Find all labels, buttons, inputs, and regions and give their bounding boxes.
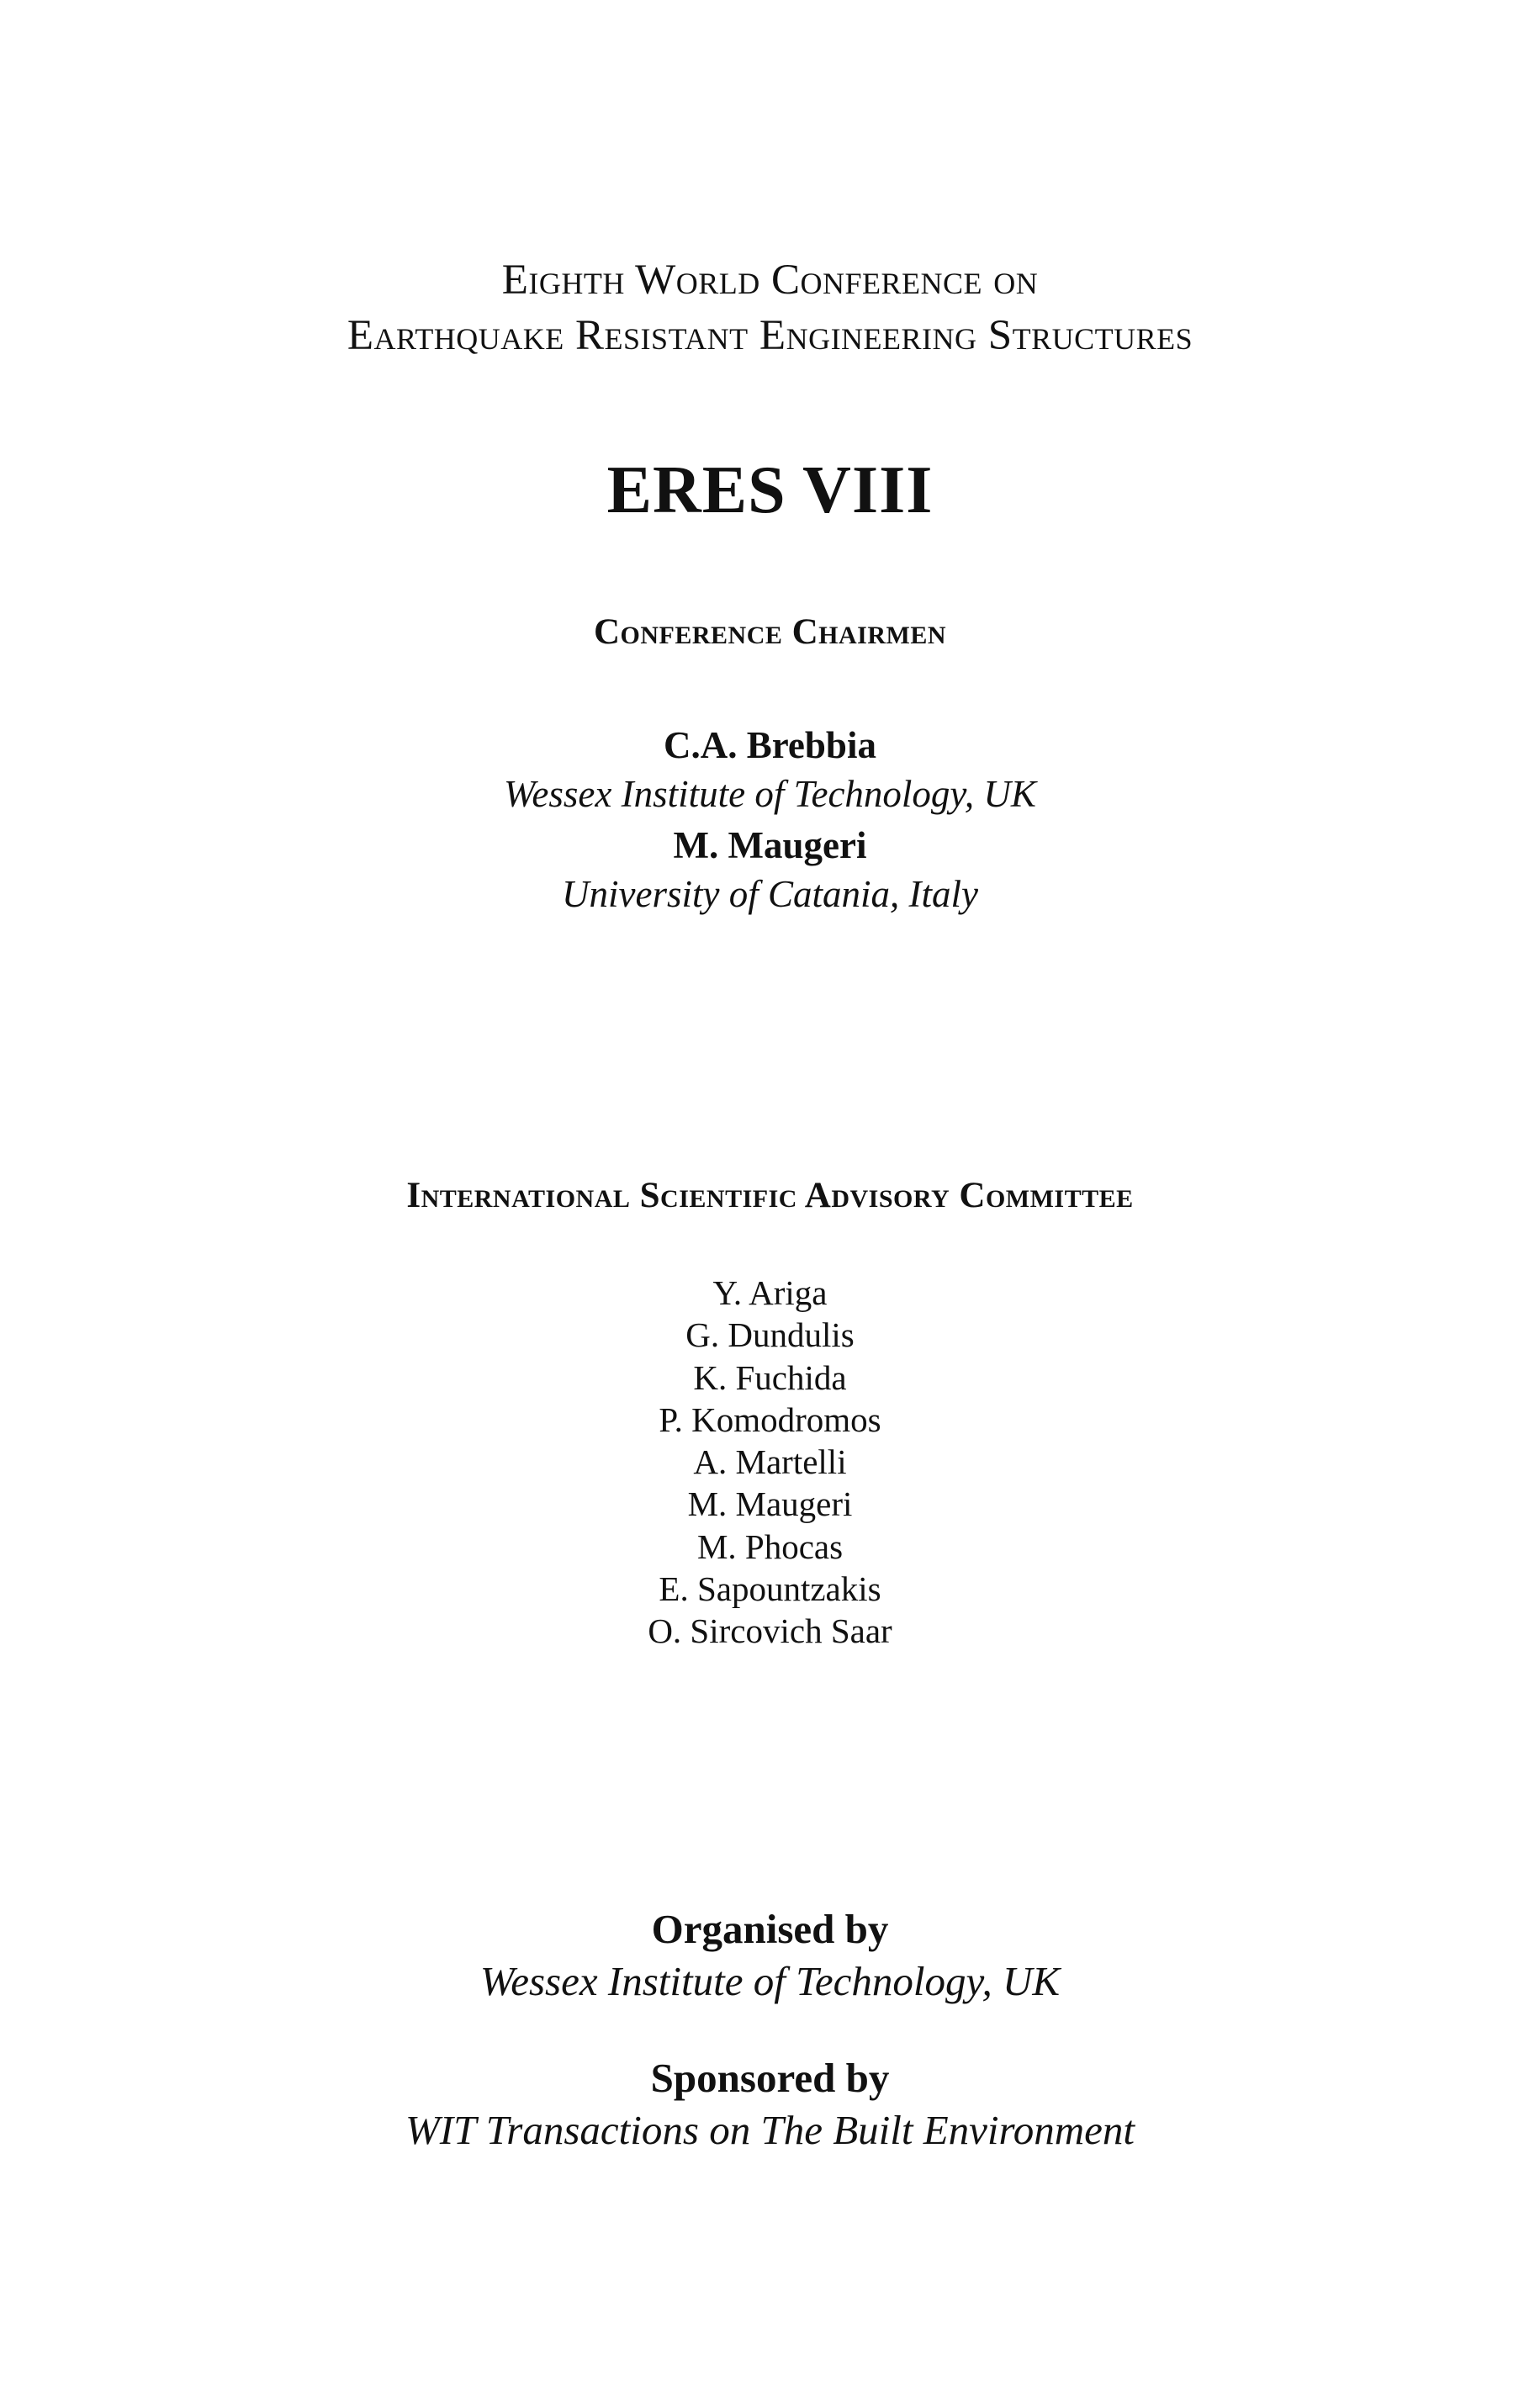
sponsored-by-label: Sponsored by bbox=[650, 2055, 890, 2101]
conference-title bbox=[0, 252, 1540, 363]
committee-member: Y. Ariga bbox=[712, 1273, 828, 1312]
committee-member: K. Fuchida bbox=[693, 1357, 847, 1397]
chairman-affiliation: Wessex Institute of Technology, UK bbox=[504, 773, 1036, 815]
organised-by-section bbox=[0, 1903, 1540, 2008]
conference-title-line-2: Earthquake Resistant Engineering Structures bbox=[347, 312, 1193, 359]
committee-member: E. Sapountzakis bbox=[659, 1569, 881, 1609]
committee-member: G. Dundulis bbox=[685, 1315, 855, 1355]
committee-member: A. Martelli bbox=[693, 1442, 847, 1482]
organised-by-label: Organised by bbox=[651, 1906, 889, 1952]
chairman-name: C.A. Brebbia bbox=[664, 724, 876, 766]
committee-member: P. Komodromos bbox=[659, 1400, 881, 1439]
conference-title-line-1: Eighth World Conference on bbox=[501, 257, 1039, 304]
organiser-name: Wessex Institute of Technology, UK bbox=[479, 1958, 1061, 2004]
chairmen-heading: Conference Chairmen bbox=[593, 612, 947, 652]
chairman-affiliation: University of Catania, Italy bbox=[562, 873, 978, 915]
chairmen-list bbox=[0, 721, 1540, 918]
committee-list bbox=[0, 1272, 1540, 1653]
committee-member: M. Phocas bbox=[696, 1527, 844, 1566]
committee-member: M. Maugeri bbox=[687, 1484, 853, 1524]
conference-acronym: ERES VIII bbox=[606, 453, 934, 527]
sponsored-by-section bbox=[0, 2052, 1540, 2156]
chairman-name: M. Maugeri bbox=[673, 824, 867, 866]
sponsor-name: WIT Transactions on The Built Environment bbox=[405, 2107, 1135, 2153]
committee-heading: International Scientific Advisory Committee bbox=[406, 1176, 1134, 1215]
committee-member: O. Sircovich Saar bbox=[648, 1611, 892, 1651]
